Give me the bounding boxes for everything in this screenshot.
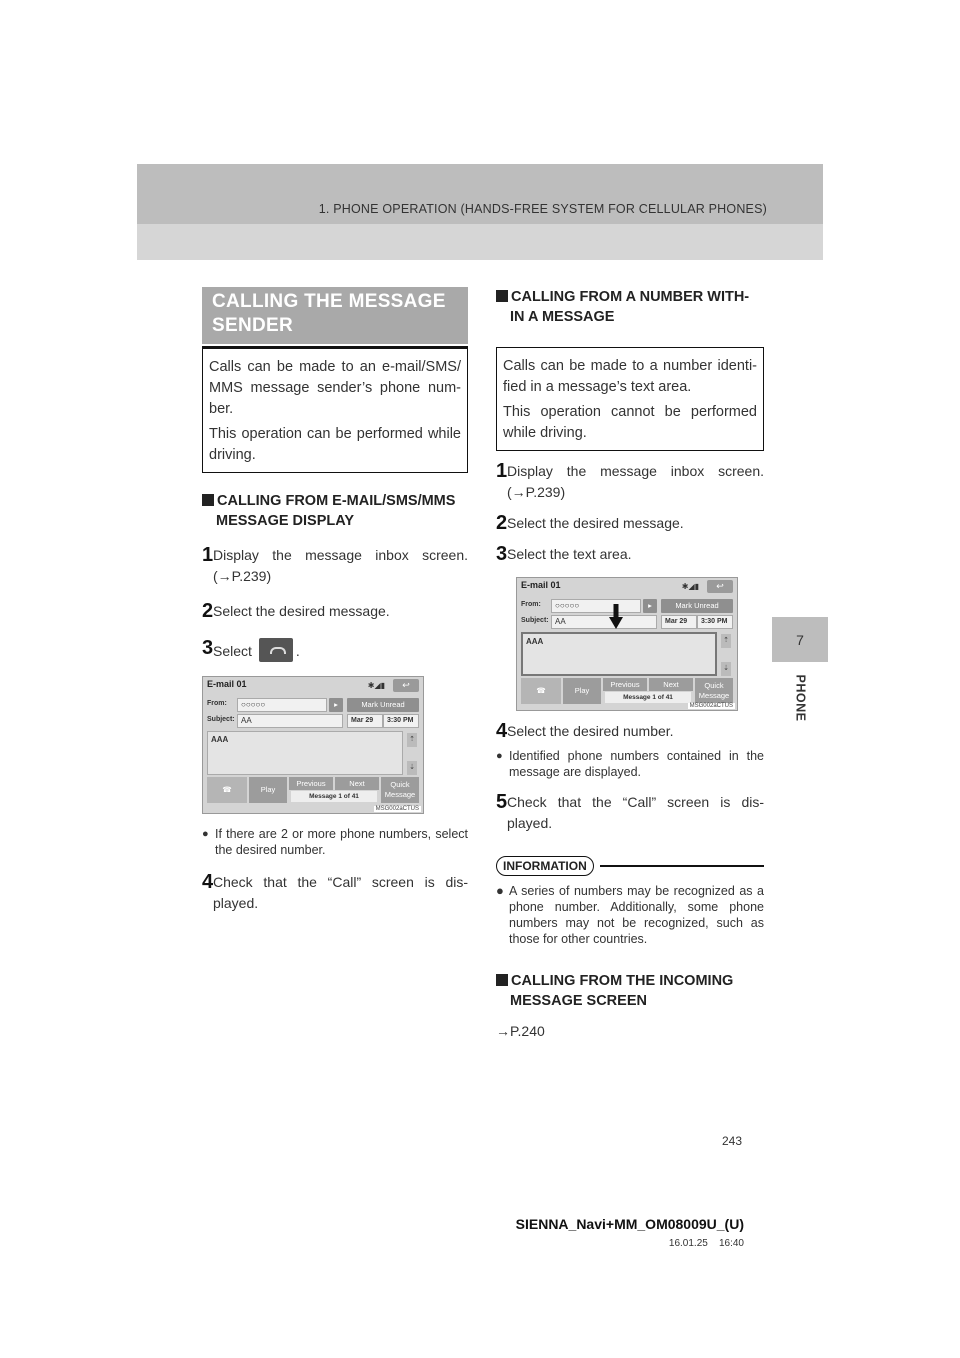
back-icon: ↩	[707, 580, 733, 593]
intro-box	[496, 347, 764, 451]
signal-icon: ✱◢▮	[681, 582, 699, 591]
step-number: 2	[496, 512, 508, 534]
running-header: 1. PHONE OPERATION (HANDS-FREE SYSTEM FOR CELLULAR PHONES)	[318, 202, 767, 216]
from-row	[521, 599, 733, 613]
subject-value: AA	[237, 714, 343, 728]
down-arrow-icon	[609, 604, 623, 630]
from-value: ○○○○○	[237, 698, 327, 712]
information-block	[496, 856, 764, 947]
message-body-highlighted: AAA	[521, 632, 717, 676]
date-value: Mar 29	[347, 714, 383, 728]
play-button: Play	[249, 777, 287, 803]
message-counter: Message 1 of 41	[291, 791, 377, 802]
step-text: Select the desired message.	[213, 603, 390, 619]
contact-arrow-icon: ▸	[329, 698, 343, 712]
intro-line: Calls can be made to an e-mail/SMS/ MMS message sender’s phone num- ber.	[209, 359, 461, 417]
step-text: Check that the “Call” screen is dis- played.	[507, 794, 764, 831]
step-text: Select the text area.	[507, 546, 632, 562]
subheading	[496, 971, 764, 1011]
bottom-bar	[207, 777, 419, 803]
screen-title: E‑mail 01	[521, 580, 561, 590]
date-value: Mar 29	[661, 615, 697, 629]
page-reference: →P.240	[496, 1022, 545, 1039]
from-value: ○○○○○	[551, 599, 641, 613]
step-4	[202, 872, 468, 914]
square-bullet-icon	[202, 494, 214, 506]
image-code: MSG002aCTUS	[689, 703, 733, 709]
step-3	[496, 544, 764, 565]
page-number: 243	[722, 1134, 743, 1148]
step-number: 4	[496, 720, 508, 742]
intro-box	[202, 349, 468, 473]
note-bullet	[202, 826, 468, 858]
note-bullet	[496, 748, 764, 780]
quick-label: Quick	[390, 780, 410, 789]
left-column	[202, 287, 468, 914]
previous-button: Previous	[289, 777, 333, 790]
footer-time-value: 16:40	[718, 1238, 744, 1249]
section-title: CALLING THE MESSAGE SENDER	[202, 287, 468, 344]
step-1	[202, 545, 468, 587]
step-text: Display the message inbox screen. (→P.239)	[213, 547, 468, 584]
subheading-text: CALLING FROM THE INCOMING MESSAGE SCREEN	[510, 972, 734, 1009]
step-2	[202, 601, 468, 622]
intro-line: This operation cannot be performed while driving.	[503, 404, 757, 441]
time-value: 3:30 PM	[697, 615, 733, 629]
phone-icon: ☎	[207, 777, 247, 803]
step-1	[496, 461, 764, 503]
step-5	[496, 792, 764, 834]
step-4	[496, 721, 764, 742]
phone-icon: ☎	[521, 678, 561, 704]
previous-button: Previous	[603, 678, 647, 691]
subject-label: Subject:	[207, 716, 235, 723]
play-button: Play	[563, 678, 601, 704]
bullet-text: If there are 2 or more phone numbers, select the desired number.	[215, 827, 468, 857]
step-text	[213, 638, 468, 662]
image-code: MSG002aCTUS	[375, 806, 419, 812]
square-bullet-icon	[496, 974, 508, 986]
scroll-up-icon: ⇡	[407, 733, 417, 747]
next-button: Next	[335, 777, 379, 790]
screenshot-email-screen	[202, 676, 424, 814]
square-bullet-icon	[496, 290, 508, 302]
back-icon: ↩	[393, 679, 419, 692]
step-number: 5	[496, 791, 508, 813]
phone-icon	[259, 638, 293, 662]
message-label: Message	[384, 790, 416, 799]
scroll-up-icon: ⇡	[721, 634, 731, 648]
bullet-icon: ●	[496, 750, 503, 762]
bullet-text: Identified phone numbers contained in the message are displayed.	[509, 749, 764, 779]
from-row	[207, 698, 419, 712]
message-body: AAA	[207, 731, 403, 775]
mark-unread-button: Mark Unread	[661, 599, 733, 613]
quick-message-button	[695, 678, 733, 704]
step-text: Select the desired number.	[507, 723, 674, 739]
subject-label: Subject:	[521, 617, 549, 624]
step-text-before: Select	[213, 643, 252, 659]
information-text: A series of numbers may be recognized as a phone number. Additionally, some phone numbers may not be recognized, such as those for other countries.	[509, 883, 764, 946]
chapter-label-text: PHONE	[792, 674, 807, 722]
subject-row	[521, 615, 733, 629]
step-2	[496, 513, 764, 534]
chapter-tab: 7	[772, 617, 828, 662]
subheading-text: CALLING FROM A NUMBER WITH- IN A MESSAGE	[510, 289, 750, 325]
subheading	[202, 491, 468, 531]
screenshot-text-area-screen	[516, 577, 738, 711]
time-value: 3:30 PM	[383, 714, 419, 728]
step-text: Check that the “Call” screen is dis- played.	[213, 874, 468, 911]
step-text-after: .	[295, 643, 300, 659]
scroll-down-icon: ⇣	[721, 662, 731, 676]
footer-doc: SIENNA_Navi+MM_OM08009U_(U)	[515, 1216, 744, 1232]
contact-arrow-icon: ▸	[643, 599, 657, 613]
step-3	[202, 638, 468, 662]
intro-line: Calls can be made to a number identi- fied in a message’s text area.	[503, 358, 757, 395]
from-label: From:	[521, 601, 541, 608]
step-number: 2	[202, 600, 214, 622]
bullet-icon: ●	[202, 828, 209, 840]
scroll-down-icon: ⇣	[407, 761, 417, 775]
quick-label: Quick	[704, 681, 724, 690]
footer-date	[669, 1238, 744, 1249]
chapter-label	[772, 668, 828, 728]
screen-title: E‑mail 01	[207, 679, 247, 689]
step-text: Select the desired message.	[507, 515, 684, 531]
subheading-text: CALLING FROM E-MAIL/SMS/MMS MESSAGE DISPLAY	[216, 493, 456, 529]
quick-message-button	[381, 777, 419, 803]
bottom-bar	[521, 678, 733, 704]
step-number: 3	[496, 543, 508, 565]
mark-unread-button: Mark Unread	[347, 698, 419, 712]
right-column	[496, 287, 764, 1039]
subject-value: AA	[551, 615, 657, 629]
subheading	[496, 287, 764, 327]
subject-row	[207, 714, 419, 728]
bullet-icon: ●	[496, 882, 504, 898]
step-text: Display the message inbox screen. (→P.239)	[507, 463, 764, 500]
information-rule	[600, 865, 764, 867]
signal-icon: ✱◢▮	[367, 681, 385, 690]
information-label: INFORMATION	[496, 856, 594, 876]
footer-date-value: 16.01.25	[668, 1238, 708, 1249]
step-number: 1	[496, 460, 508, 482]
step-number: 4	[202, 871, 214, 893]
from-label: From:	[207, 700, 227, 707]
message-label: Message	[698, 691, 730, 700]
step-number: 1	[202, 544, 214, 566]
intro-line: This operation can be performed while driving.	[209, 426, 461, 463]
step-number: 3	[202, 637, 214, 659]
message-counter: Message 1 of 41	[605, 692, 691, 703]
next-button: Next	[649, 678, 693, 691]
information-bullet	[496, 883, 764, 947]
